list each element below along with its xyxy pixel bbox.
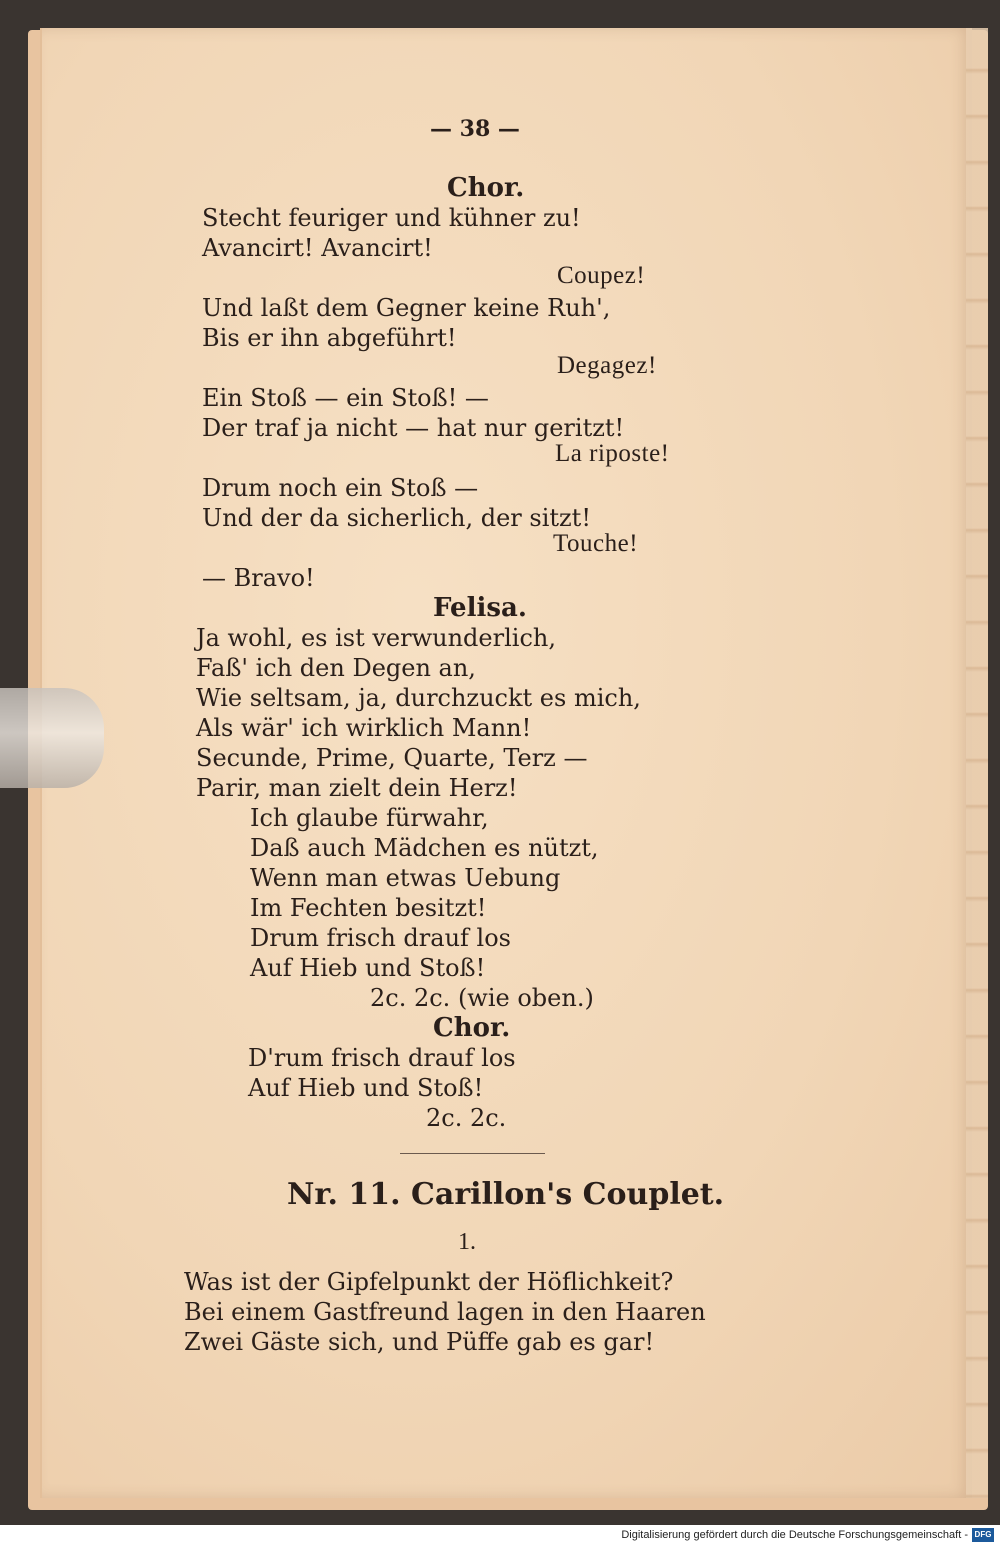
fencing-call-coupez: Coupez! xyxy=(557,262,646,289)
section-title: Nr. 11. Carillon's Couplet. xyxy=(287,1177,725,1212)
verse-line: Drum noch ein Stoß — xyxy=(202,474,479,502)
verse-line: Was ist der Gipfelpunkt der Höflichkeit? xyxy=(184,1268,674,1296)
verse-line: Zwei Gäste sich, und Püffe gab es gar! xyxy=(184,1328,655,1356)
verse-line: Drum frisch drauf los xyxy=(250,924,511,952)
verse-line: 2c. 2c. xyxy=(426,1104,507,1132)
verse-line: Wenn man etwas Uebung xyxy=(250,864,561,892)
verse-line: Ich glaube fürwahr, xyxy=(250,804,489,832)
verse-line: Ja wohl, es ist verwunderlich, xyxy=(196,624,556,652)
verse-line: Und der da sicherlich, der sitzt! xyxy=(202,504,591,532)
dfg-logo-icon: DFG xyxy=(972,1528,994,1542)
verse-line: Und laßt dem Gegner keine Ruh', xyxy=(202,294,611,322)
verse-line: Wie seltsam, ja, durchzuckt es mich, xyxy=(196,684,641,712)
verse-line: Bei einem Gastfreund lagen in den Haaren xyxy=(184,1298,706,1326)
page-number: — 38 — xyxy=(430,116,520,142)
verse-line: Bis er ihn abgeführt! xyxy=(202,324,457,352)
verse-line: 2c. 2c. (wie oben.) xyxy=(370,984,594,1012)
verse-line: Daß auch Mädchen es nützt, xyxy=(250,834,599,862)
page-binding-edge xyxy=(966,28,988,1498)
footer-credit: Digitalisierung gefördert durch die Deutsche Forschungsgemeinschaft - xyxy=(621,1529,968,1541)
fencing-call-riposte: La riposte! xyxy=(555,440,670,467)
fencing-call-degagez: Degagez! xyxy=(557,352,657,379)
verse-line: Der traf ja nicht — hat nur geritzt! xyxy=(202,414,625,442)
verse-line: Im Fechten besitzt! xyxy=(250,894,487,922)
section-divider xyxy=(400,1153,545,1154)
verse-line: Auf Hieb und Stoß! xyxy=(248,1074,484,1102)
verse-line: Avancirt! Avancirt! xyxy=(202,234,433,262)
verse-number: 1. xyxy=(458,1229,476,1255)
verse-line: Ein Stoß — ein Stoß! — xyxy=(202,384,489,412)
fencing-call-touche: Touche! xyxy=(553,530,639,557)
verse-line: — Bravo! xyxy=(202,564,315,592)
verse-line: Stecht feuriger und kühner zu! xyxy=(202,204,581,232)
verse-line: Parir, man zielt dein Herz! xyxy=(196,774,518,802)
speaker-chor: Chor. xyxy=(433,1013,511,1043)
footer-bar xyxy=(0,1525,1000,1546)
verse-line: Als wär' ich wirklich Mann! xyxy=(196,714,532,742)
speaker-felisa: Felisa. xyxy=(433,593,527,623)
verse-line: Faß' ich den Degen an, xyxy=(196,654,476,682)
speaker-chor: Chor. xyxy=(447,173,525,203)
verse-line: Secunde, Prime, Quarte, Terz — xyxy=(196,744,588,772)
page-clip xyxy=(0,688,104,788)
verse-line: D'rum frisch drauf los xyxy=(248,1044,516,1072)
verse-line: Auf Hieb und Stoß! xyxy=(250,954,486,982)
